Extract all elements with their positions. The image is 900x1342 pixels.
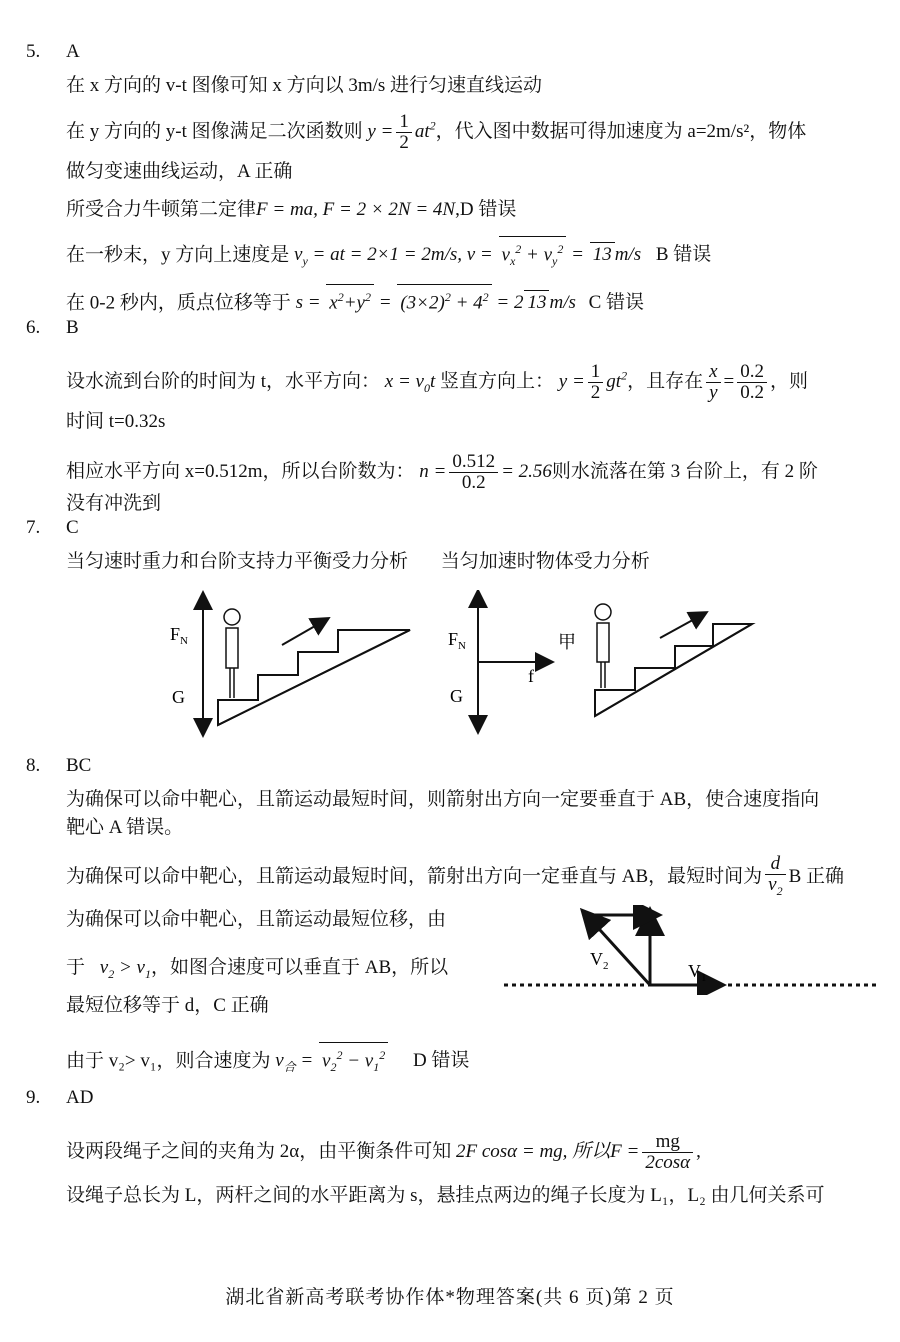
velocity-vector-diagram	[498, 905, 888, 995]
q5-line1: 在 x 方向的 v-t 图像可知 x 方向以 3m/s 进行匀速直线运动	[66, 75, 543, 96]
q6-line2: 时间 t=0.32s	[66, 411, 166, 432]
q9-line2: 设绳子总长为 L，两杆之间的水平距离为 s，悬挂点两边的绳子长度为 L₁，L₂ 由几何关系可	[66, 1185, 825, 1206]
fn-label: $F_N$	[170, 624, 188, 647]
q6-number: 6.	[26, 317, 41, 338]
force-diagram-accelerated	[440, 590, 770, 740]
q8-line3: 为确保可以命中靶心，且箭运动最短时间，箭射出方向一定垂直与 AB，最短时间为 $\frac{d}{v_2}$ B 正确	[66, 853, 845, 898]
person-head	[224, 609, 240, 625]
q5-answer: A	[66, 41, 80, 62]
q8-line4: 为确保可以命中靶心，且箭运动最短位移，由	[66, 909, 447, 930]
jia-label: 甲	[558, 632, 576, 652]
q5-line4: 所受合力牛顿第二定律F = ma, F = 2 × 2N = 4N,D 错误	[66, 199, 517, 220]
q7-line1: 当匀速时重力和台阶支持力平衡受力分析 当匀加速时物体受力分析	[66, 551, 650, 572]
person-body	[226, 628, 238, 668]
q7-number: 7.	[26, 517, 41, 538]
force-diagram-uniform	[160, 590, 440, 740]
q6-line4: 没有冲洗到	[66, 493, 162, 514]
v2-label: $V_2$	[590, 949, 609, 972]
q8-line7: 由于 v₂> v₁，则合速度为 $v_合 = v_2^2 - v_1^2$ D 错误	[66, 1042, 469, 1079]
v1-label: $V_1$	[688, 961, 707, 984]
q6-line1: 设水流到台阶的时间为 t，水平方向： $x = v_0t$ 竖直方向上： y = $\frac{1}{2}$ $gt^2$，且存在 $\frac{x}{y}$ = $\frac{0.2}{0.2}$ ，则	[66, 361, 808, 403]
q8-answer: BC	[66, 755, 92, 776]
formula-displacement: $s = x^2+y^2 = (3\times 2)^2 + 4^2 = 2$ 13 m/s	[296, 292, 576, 313]
q8-line1: 为确保可以命中靶心，且箭运动最短时间，则箭射出方向一定要垂直于 AB，使合速度指向	[66, 789, 820, 810]
formula-y-half-at2: y = $\frac{1}{2}$ $at^2$	[367, 111, 436, 153]
q8-line2: 靶心 A 错误。	[66, 817, 184, 838]
q5-line2: 在 y 方向的 y-t 图像满足二次函数则 y = $\frac{1}{2}$ $at^2$，代入图中数据可得加速度为 a=2m/s²，物体	[66, 111, 807, 153]
motion-direction-arrow-2	[660, 616, 700, 638]
formula-velocity: $v_y$ = at = 2×1 = 2m/s, $v = v_x^2 + v_y^2 = 13$ m/s	[294, 244, 641, 265]
page-footer: 湖北省新高考联考协作体*物理答案(共 6 页)第 2 页	[225, 1287, 675, 1308]
person-head-2	[595, 604, 611, 620]
q9-number: 9.	[26, 1087, 41, 1108]
q7-answer: C	[66, 517, 79, 538]
g-label-2: G	[450, 686, 463, 706]
f-label: f	[528, 666, 534, 686]
q8-number: 8.	[26, 755, 41, 776]
q5-number: 5.	[26, 41, 41, 62]
q5-line5: 在一秒末，y 方向上速度是 $v_y$ = at = 2×1 = 2m/s, $v = v_x^2 + v_y^2 = 13$ m/s B 错误	[66, 236, 711, 273]
person-body-2	[597, 623, 609, 662]
q5-line3: 做匀变速曲线运动，A 正确	[66, 161, 293, 182]
q9-line1: 设两段绳子之间的夹角为 2α，由平衡条件可知 2F cosα = mg, 所以F = $\frac{mg}{2\cos\alpha}$ ,	[66, 1131, 701, 1173]
motion-direction-arrow	[282, 622, 322, 645]
formula-newton: F = ma, F = 2 × 2N = 4N	[256, 199, 456, 220]
q8-line5: 于 $v_2 > v_1$，如图合速度可以垂直于 AB，所以	[66, 957, 449, 981]
q8-line6: 最短位移等于 d，C 正确	[66, 995, 269, 1016]
g-label: G	[172, 687, 185, 707]
q6-answer: B	[66, 317, 79, 338]
q5-line6: 在 0-2 秒内，质点位移等于 $s = x^2+y^2 = (3\times 2)^2 + 4^2 = 2$ 13 m/s C 错误	[66, 284, 644, 315]
q9-answer: AD	[66, 1087, 94, 1108]
fn-label-2: $F_N$	[448, 629, 466, 652]
q6-line3: 相应水平方向 x=0.512m，所以台阶数为： n = $\frac{0.512}{0.2}$ = 2.56则水流落在第 3 台阶上，有 2 阶	[66, 451, 818, 493]
